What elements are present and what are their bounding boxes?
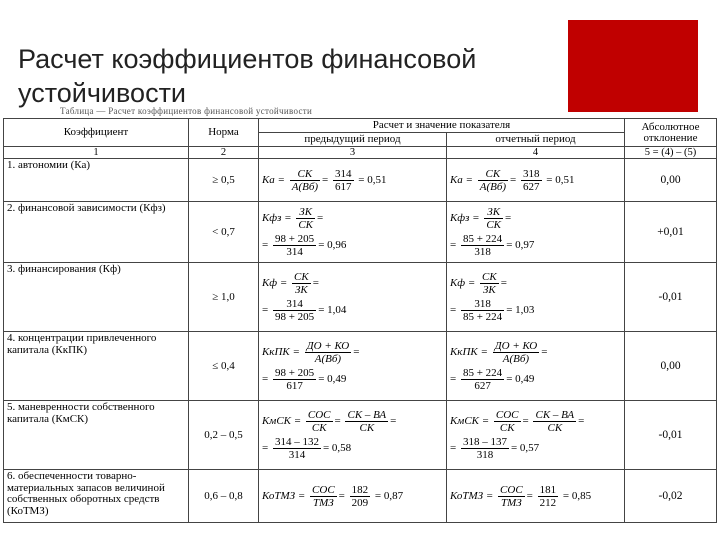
fraction: $\frac{\text{СОС}}{СК}$ [307,409,331,434]
formula-curr: Кф = $\frac{СК}{ЗК}$ = = $\frac{318}{85 + 224}$ = 1,03 [447,263,625,332]
slide-title: Расчет коэффициентов финансовой устойчивости [18,44,477,108]
table-row [4,332,717,401]
abs-deviation: -0,01 [625,401,717,470]
fraction: $\frac{ЗК}{СК}$ [298,206,313,231]
col-number: 3 [259,147,447,159]
formula-prev: Ка = $\frac{СК}{А(Вб)}$ = $\frac{314}{617}$ = 0,51 [259,159,447,202]
fraction: $\frac{318}{85 + 224}$ [462,298,503,323]
header-calc: Расчет и значение показателя [259,119,625,133]
table-row [4,470,717,523]
formula-prev: КкПК = $\frac{ДО + КО}{А(Вб)}$ = = $\frac{98 + 205}{617}$ = 0,49 [259,332,447,401]
coef-norm: ≥ 1,0 [189,263,259,332]
fraction: $\frac{ДО + КО}{А(Вб)}$ [494,340,538,365]
fraction: $\frac{СК}{ЗК}$ [482,271,497,296]
fraction: $\frac{314}{617}$ [335,167,352,193]
coef-name: 4. концентрации привлеченного капитала (КкПК) [4,332,189,401]
fraction: $\frac{СК}{А(Вб)}$ [479,167,507,193]
coef-name: 5. маневренности собственного капитала (КмСК) [4,401,189,470]
fraction: $\frac{85 + 224}{318}$ [462,233,503,258]
table-row [4,202,717,263]
fraction: $\frac{\text{СОС}}{СК}$ [495,409,519,434]
formula-prev: КмСК = $\frac{\text{СОС}}{СК}$ = $\frac{СК - ВА}{СК}$ = = $\frac{314 - 132}{314}$ = 0,58 [259,401,447,470]
formula-curr: Кфз = $\frac{ЗК}{СК}$ = = $\frac{85 + 224}{318}$ = 0,97 [447,202,625,263]
coef-norm: 0,6 – 0,8 [189,470,259,523]
coef-name: 1. автономии (Ка) [4,159,189,202]
red-decor-block [568,20,698,112]
formula-curr: Ка = $\frac{СК}{А(Вб)}$ = $\frac{318}{627}$ = 0,51 [447,159,625,202]
col-number: 1 [4,147,189,159]
fraction: $\frac{СК}{ЗК}$ [294,271,309,296]
col-number: 2 [189,147,259,159]
fraction: $\frac{ДО + КО}{А(Вб)}$ [306,340,350,365]
formula-curr: КмСК = $\frac{\text{СОС}}{СК}$ = $\frac{СК - ВА}{СК}$ = = $\frac{318 - 137}{318}$ = 0,57 [447,401,625,470]
fraction: $\frac{98 + 205}{314}$ [274,233,315,258]
abs-deviation: 0,00 [625,159,717,202]
fraction: $\frac{\text{СОС}}{\text{ТМЗ}}$ [500,483,523,509]
fraction: $\frac{314 - 132}{314}$ [274,436,319,461]
coef-name: 3. финансирования (Кф) [4,263,189,332]
col-number: 4 [447,147,625,159]
formula-prev: КоТМЗ = $\frac{\text{СОС}}{\text{ТМЗ}}$ = $\frac{182}{209}$ = 0,87 [259,470,447,523]
formula-prev: Кф = $\frac{СК}{ЗК}$ = = $\frac{314}{98 + 205}$ = 1,04 [259,263,447,332]
formula-prev: Кфз = $\frac{ЗК}{СК}$ = = $\frac{98 + 205}{314}$ = 0,96 [259,202,447,263]
abs-deviation: -0,02 [625,470,717,523]
fraction: $\frac{318 - 137}{318}$ [462,436,507,461]
formula-curr: КоТМЗ = $\frac{\text{СОС}}{\text{ТМЗ}}$ = $\frac{181}{212}$ = 0,85 [447,470,625,523]
coef-norm: ≥ 0,5 [189,159,259,202]
abs-deviation: +0,01 [625,202,717,263]
coefficients-table [3,118,717,523]
fraction: $\frac{ЗК}{СК}$ [486,206,501,231]
fraction: $\frac{СК}{А(Вб)}$ [291,167,319,193]
coef-name: 6. обеспеченности товарно-материальных запасов величиной собственных оборотных средств (КоТМЗ) [4,470,189,523]
header-abs-deviation: Абсолютное отклонение [625,119,717,147]
fraction: $\frac{\text{СОС}}{\text{ТМЗ}}$ [312,483,335,509]
fraction: $\frac{181}{212}$ [539,483,557,509]
fraction: $\frac{318}{627}$ [523,167,540,193]
table-row [4,159,717,202]
table-row [4,401,717,470]
fraction: $\frac{182}{209}$ [351,483,369,509]
header-curr-period: отчетный период [447,133,625,147]
formula-curr: КкПК = $\frac{ДО + КО}{А(Вб)}$ = = $\frac{85 + 224}{627}$ = 0,49 [447,332,625,401]
abs-deviation: -0,01 [625,263,717,332]
coef-norm: 0,2 – 0,5 [189,401,259,470]
coef-norm: < 0,7 [189,202,259,263]
fraction: $\frac{СК - ВА}{СК}$ [535,409,575,434]
col-number: 5 = (4) – (5) [625,147,717,159]
header-coefficient: Коэффициент [4,119,189,147]
coef-norm: ≤ 0,4 [189,332,259,401]
header-prev-period: предыдущий период [259,133,447,147]
abs-deviation: 0,00 [625,332,717,401]
fraction: $\frac{314}{98 + 205}$ [274,298,315,323]
fraction: $\frac{СК - ВА}{СК}$ [347,409,387,434]
table-caption: Таблица — Расчет коэффициентов финансовой устойчивости [60,106,313,116]
fraction: $\frac{98 + 205}{617}$ [274,367,315,392]
table-row [4,263,717,332]
fraction: $\frac{85 + 224}{627}$ [462,367,503,392]
header-norm: Норма [189,119,259,147]
coef-name: 2. финансовой зависимости (Кфз) [4,202,189,263]
